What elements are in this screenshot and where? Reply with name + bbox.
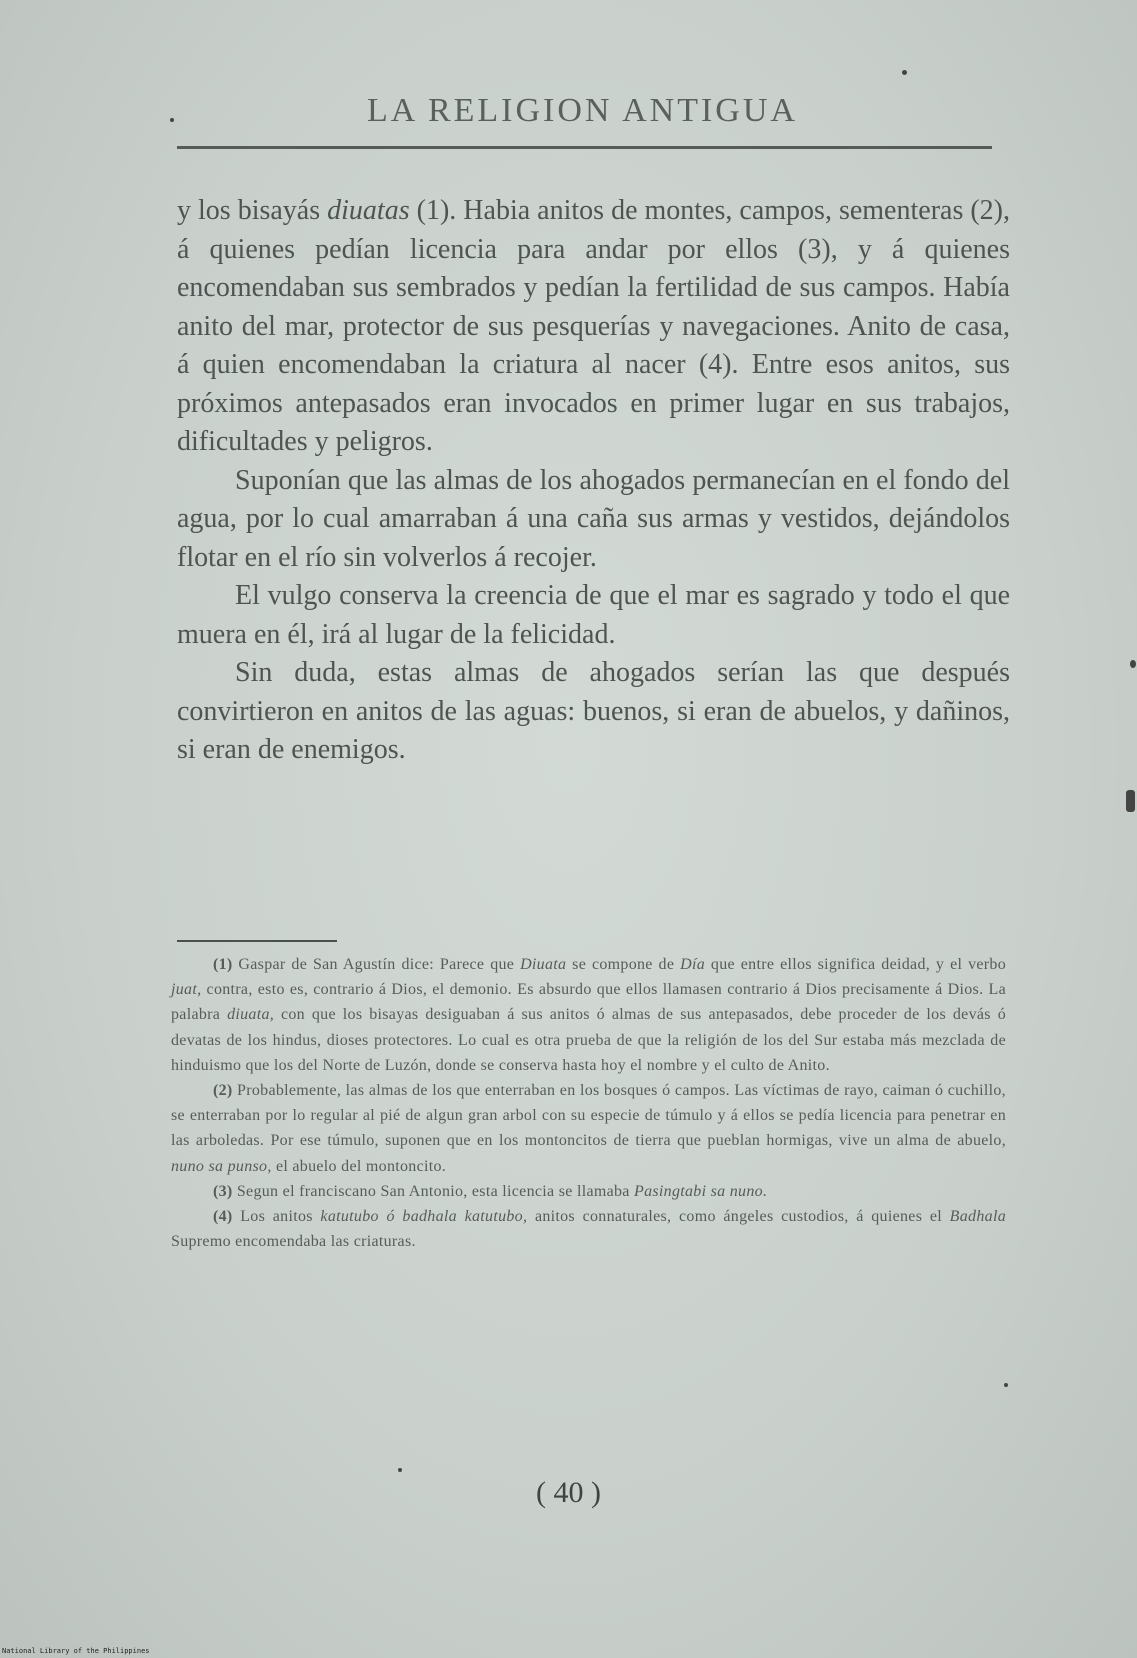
footnote-rule <box>177 940 337 942</box>
scan-speck <box>1126 790 1135 812</box>
running-header: LA RELIGION ANTIGUA <box>367 92 798 129</box>
scan-speck <box>170 118 174 122</box>
body-text <box>177 192 1010 770</box>
header-rule <box>177 146 992 149</box>
scan-speck <box>902 70 907 75</box>
paragraph-2: Suponían que las almas de los ahogados permanecían en el fondo del agua, por lo cual amarraban á una caña sus armas y vestidos, dejándolos flotar en el río sin volverlos á recojer. <box>177 464 1010 573</box>
footnote-1: (1) Gaspar de San Agustín dice: Parece que Diuata se compone de Día que entre ellos significa deidad, y el verbo juat, contra, esto es, contrario á Dios, el demonio. Es absurdo que ellos llamasen contrario á Dios precisamente á Dios. La palabra diuata, con que los bisayas desiguaban á sus anitos ó almas de sus antepasados, debe proceder de los devás ó devatas de los hindus, dioses protectores. Lo cual es otra prueba de que la religión de los del Sur estaba más mezclada de hinduismo que los del Norte de Luzón, donde se conserva hasta hoy el nombre y el culto de Anito. <box>171 956 1007 1074</box>
scan-speck <box>1004 1383 1008 1387</box>
scan-speck <box>1130 660 1136 668</box>
paragraph-3: El vulgo conserva la creencia de que el mar es sagrado y todo el que muera en él, irá al lugar de la felicidad. <box>177 580 1010 650</box>
footnote-4: (4) Los anitos katutubo ó badhala katutubo, anitos connaturales, como ángeles custodios, á quienes el Badhala Supremo encomendaba las criaturas. <box>171 1208 1006 1251</box>
footnotes <box>171 952 1006 1254</box>
library-credit: National Library of the Philippines <box>2 1647 150 1655</box>
scan-speck <box>398 1468 402 1472</box>
footnote-3: (3) Segun el franciscano San Antonio, esta licencia se llamaba Pasingtabi sa nuno. <box>213 1182 768 1200</box>
footnote-2: (2) Probablemente, las almas de los que enterraban en los bosques ó campos. Las víctimas de rayo, caiman ó cuchillo, se enterraban por lo regular al pié de algun gran arbol con su especie de túmulo y á ellos se pedía licencia para penetrar en las arboledas. Por ese túmulo, suponen que en los montoncitos de tierra que pueblan hormigas, vive un alma de abuelo, nuno sa punso, el abuelo del montoncito. <box>171 1082 1006 1175</box>
paragraph-4: Sin duda, estas almas de ahogados serían las que después convirtieron en anitos de las aguas: buenos, si eran de abuelos, y dañinos, si eran de enemigos. <box>177 657 1010 765</box>
page-number: ( 40 ) <box>536 1476 601 1509</box>
paragraph-1: y los bisayás diuatas (1). Habia anitos de montes, campos, sementeras (2), á quienes pedían licencia para andar por ellos (3), y á quienes encomendaban sus sembrados y pedían la fertilidad de sus campos. Había anito del mar, protector de sus pesquerías y navegaciones. Anito de casa, á quien encomendaban la criatura al nacer (4). Entre esos anitos, sus próximos antepasados eran invocados en primer lugar en sus trabajos, dificultades y peligros. <box>177 195 1011 457</box>
